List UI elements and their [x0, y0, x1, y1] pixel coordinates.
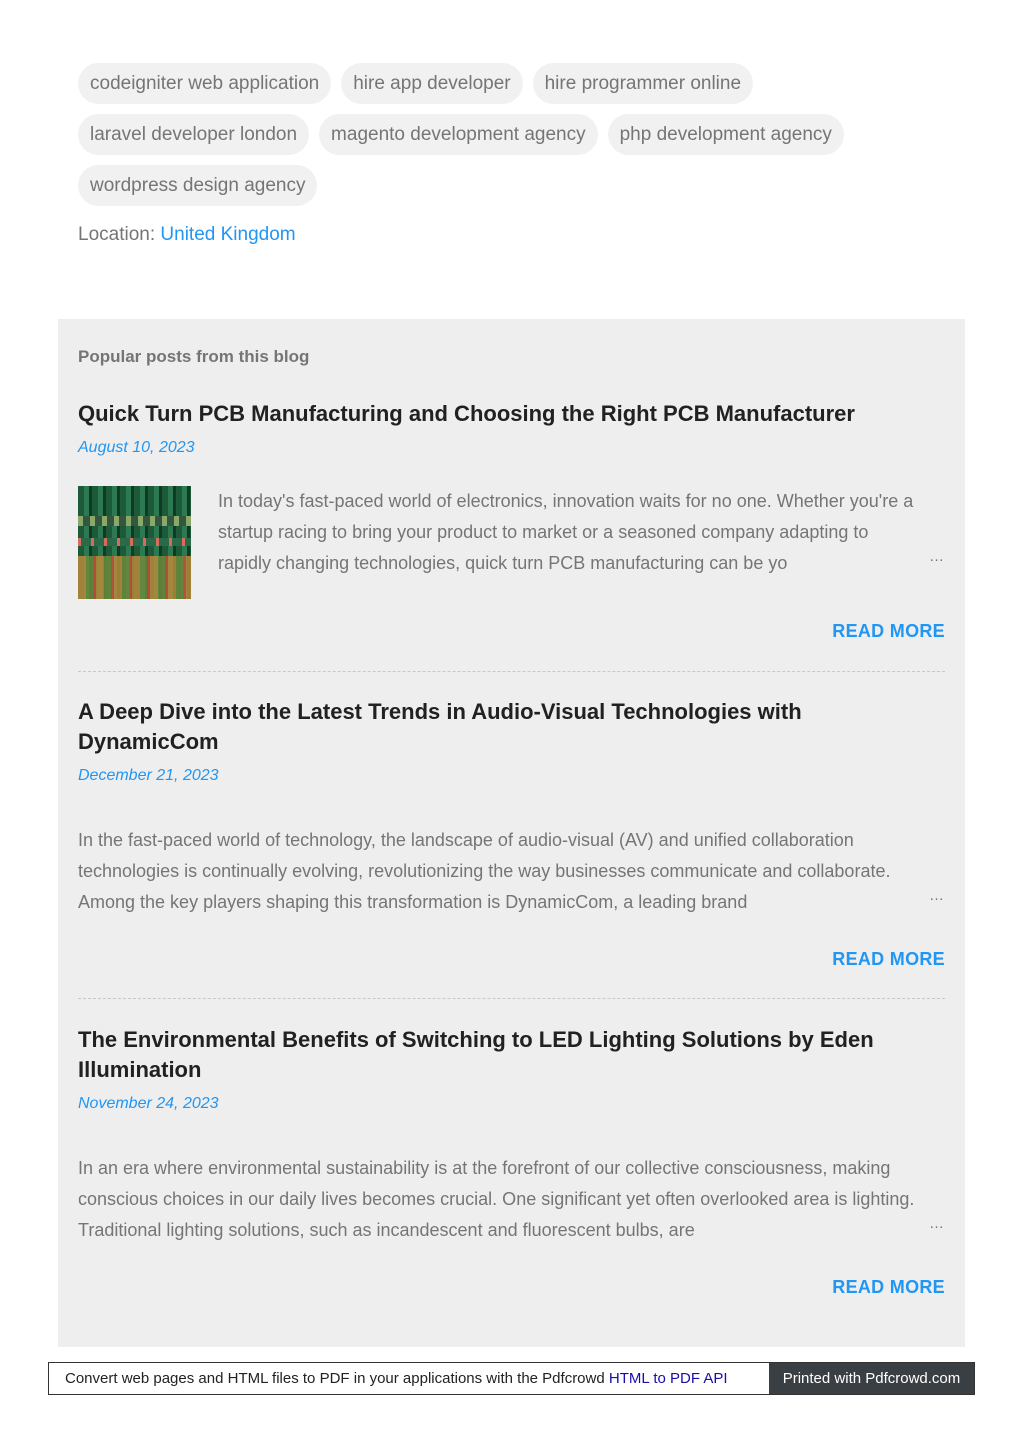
post-date[interactable]: November 24, 2023 [78, 1095, 219, 1112]
post-thumbnail[interactable] [78, 486, 191, 599]
post-date[interactable]: August 10, 2023 [78, 439, 195, 456]
post-divider [78, 998, 945, 999]
post-date[interactable]: December 21, 2023 [78, 767, 219, 784]
popular-post [78, 1025, 945, 1297]
ellipsis-icon: … [929, 548, 945, 565]
printed-with-pdfcrowd[interactable]: Printed with Pdfcrowd.com [769, 1363, 974, 1394]
popular-post [78, 399, 945, 641]
post-snippet-area [78, 486, 945, 599]
label-chip-php-agency[interactable]: php development agency [608, 114, 844, 155]
post-title-link[interactable]: Quick Turn PCB Manufacturing and Choosing the Right PCB Manufacturer [78, 401, 855, 426]
label-chip-magento-agency[interactable]: magento development agency [319, 114, 598, 155]
read-more-link[interactable]: READ MORE [832, 621, 945, 641]
ellipsis-icon: … [929, 1215, 945, 1232]
label-chip-hire-app-developer[interactable]: hire app developer [341, 63, 522, 104]
ellipsis-icon: … [929, 887, 945, 904]
popular-posts [58, 319, 965, 1347]
post-snippet: In an era where environmental sustainability is at the forefront of our collective consciousness, making conscious choices in our daily lives becomes crucial. One significant yet often overlooked area is lighting. Traditional lighting solutions, such as incandescent and fluorescent bulbs, are [78, 1153, 920, 1246]
post-snippet-area [78, 1153, 945, 1249]
location-link[interactable]: United Kingdom [160, 224, 296, 245]
popular-post [78, 697, 945, 969]
footer-message [49, 1363, 769, 1394]
read-more-link[interactable]: READ MORE [832, 949, 945, 969]
post-labels [78, 63, 958, 216]
post-snippet-area [78, 825, 945, 921]
label-chip-codeigniter[interactable]: codeigniter web application [78, 63, 331, 104]
popular-posts-heading: Popular posts from this blog [78, 347, 310, 366]
post-title-link[interactable]: A Deep Dive into the Latest Trends in Audio-Visual Technologies with DynamicCom [78, 699, 802, 754]
label-row [78, 165, 958, 206]
label-chip-hire-programmer-online[interactable]: hire programmer online [533, 63, 753, 104]
label-row [78, 63, 958, 104]
label-row [78, 114, 958, 155]
post-snippet: In the fast-paced world of technology, the landscape of audio-visual (AV) and unified collaboration technologies is continually evolving, revolutionizing the way businesses communicate and collaborate. Among the key players shaping this transformation is DynamicCom, a leading brand [78, 825, 920, 918]
html-to-pdf-api-link[interactable]: HTML to PDF API [608, 1370, 728, 1387]
post-divider [78, 671, 945, 672]
footer-text: Convert web pages and HTML files to PDF in your applications with the Pdfcrowd [65, 1370, 605, 1387]
read-more-link[interactable]: READ MORE [832, 1277, 945, 1297]
pdfcrowd-footer [48, 1362, 975, 1395]
location-label: Location: [78, 224, 156, 245]
label-chip-wordpress-agency[interactable]: wordpress design agency [78, 165, 317, 206]
post-location [78, 224, 296, 246]
post-snippet: In today's fast-paced world of electronics, innovation waits for no one. Whether you're a startup racing to bring your product to market or a seasoned company adapting to rapidly changing technologies, quick turn PCB manufacturing can be yo [218, 486, 920, 579]
post-title-link[interactable]: The Environmental Benefits of Switching to LED Lighting Solutions by Eden Illumination [78, 1027, 874, 1082]
label-chip-laravel-developer[interactable]: laravel developer london [78, 114, 309, 155]
